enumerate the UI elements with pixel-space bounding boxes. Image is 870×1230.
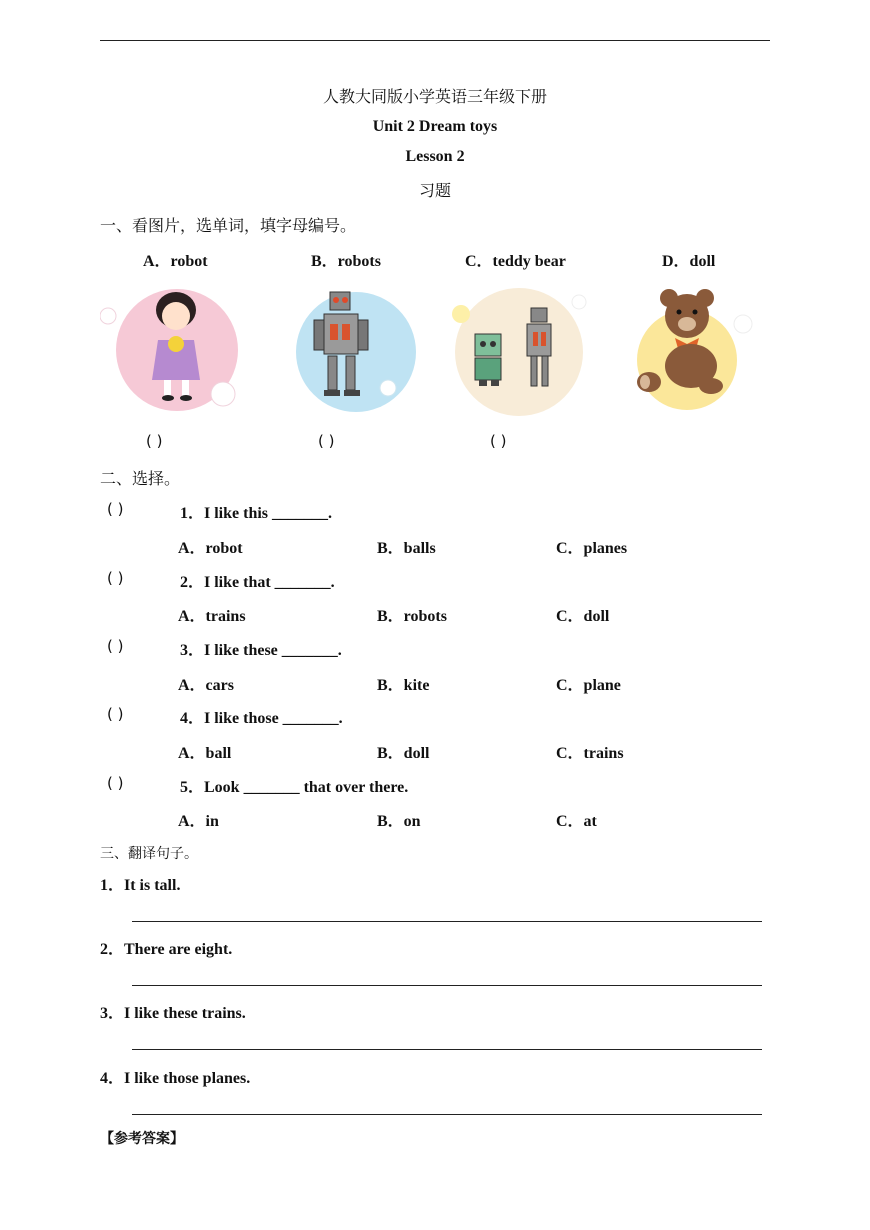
q1-choice-c: C．planes xyxy=(556,540,628,557)
q3-choice-a: A．cars xyxy=(178,677,234,694)
option-c: C．teddy bear xyxy=(465,253,566,270)
section2-heading: 二、选择。 xyxy=(100,469,181,488)
exercise-title: 习题 xyxy=(418,181,451,200)
section1-heading: 一、看图片，选单词，填字母编号。 xyxy=(100,216,357,235)
q5-choice-c: C．at xyxy=(556,813,597,830)
q1-choice-b: B．balls xyxy=(377,540,436,557)
q5-choice-b: B．on xyxy=(377,813,421,830)
translate-item-4: 4．I like those planes. xyxy=(100,1070,251,1087)
lesson-title: Lesson 2 xyxy=(405,148,465,165)
q4-choice-a: A．ball xyxy=(178,745,232,762)
picture3-answer-blank[interactable]: ( ) xyxy=(490,432,507,450)
reference-answers-heading: 【参考答案】 xyxy=(100,1131,184,1147)
answer-line-3[interactable] xyxy=(132,1049,762,1050)
q5-stem: 5．Look _______ that over there. xyxy=(180,779,409,796)
answer-line-2[interactable] xyxy=(132,985,762,986)
q4-stem: 4．I like those _______. xyxy=(180,710,343,727)
q1-choice-a: A．robot xyxy=(178,540,243,557)
answer-line-1[interactable] xyxy=(132,921,762,922)
q5-choice-a: A．in xyxy=(178,813,219,830)
q3-choice-c: C．plane xyxy=(556,677,621,694)
q3-stem: 3．I like these _______. xyxy=(180,642,342,659)
q4-answer-blank[interactable]: ( ) xyxy=(107,705,124,723)
section3-heading: 三、翻译句子。 xyxy=(100,846,198,862)
page-title: 人教大同版小学英语三年级下册 xyxy=(322,87,547,106)
q4-choice-b: B．doll xyxy=(377,745,430,762)
q4-choice-c: C．trains xyxy=(556,745,624,762)
q2-choice-a: A．trains xyxy=(178,608,246,625)
translate-item-1: 1．It is tall. xyxy=(100,877,181,894)
teddy-bear-picture xyxy=(625,282,775,422)
q2-answer-blank[interactable]: ( ) xyxy=(107,569,124,587)
q3-choice-b: B．kite xyxy=(377,677,430,694)
picture1-answer-blank[interactable]: ( ) xyxy=(146,432,163,450)
top-rule xyxy=(100,40,770,41)
robots-picture xyxy=(445,282,595,422)
q1-answer-blank[interactable]: ( ) xyxy=(107,500,124,518)
q1-stem: 1．I like this _______. xyxy=(180,505,333,522)
q2-choice-c: C．doll xyxy=(556,608,610,625)
unit-title: Unit 2 Dream toys xyxy=(372,118,498,135)
robot-picture xyxy=(290,282,440,422)
q2-choice-b: B．robots xyxy=(377,608,447,625)
option-a: A．robot xyxy=(143,253,208,270)
answer-line-4[interactable] xyxy=(132,1114,762,1115)
option-b: B．robots xyxy=(311,253,381,270)
option-d: D．doll xyxy=(662,253,716,270)
translate-item-3: 3．I like these trains. xyxy=(100,1005,246,1022)
picture2-answer-blank[interactable]: ( ) xyxy=(318,432,335,450)
q3-answer-blank[interactable]: ( ) xyxy=(107,637,124,655)
q2-stem: 2．I like that _______. xyxy=(180,574,335,591)
doll-picture xyxy=(100,282,250,422)
q5-answer-blank[interactable]: ( ) xyxy=(107,774,124,792)
translate-item-2: 2．There are eight. xyxy=(100,941,233,958)
